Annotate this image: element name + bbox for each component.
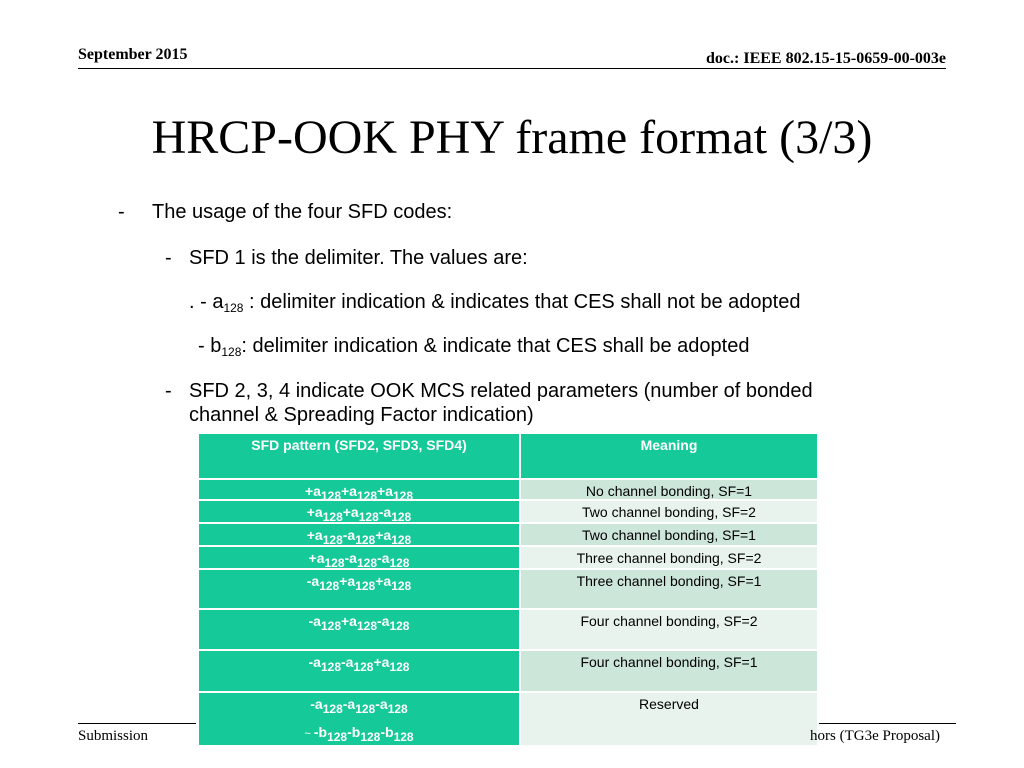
- bullet-dash: -: [165, 247, 172, 269]
- sfd-pattern-cell: $+a_{128}-a_{128}+a_{128}$: [198, 523, 520, 546]
- sfd-meaning-cell: No channel bonding, SF=1: [520, 479, 818, 500]
- sfd-meaning-cell: Four channel bonding, SF=2: [520, 609, 818, 650]
- sfd-meaning-cell: Reserved: [520, 692, 818, 746]
- table-row: [198, 650, 818, 692]
- bullet-4-sub: 128: [221, 345, 242, 359]
- table-header-meaning: Meaning: [520, 433, 818, 479]
- bullet-3-text: : delimiter indication & indicates that CES shall not be adopted: [243, 291, 801, 313]
- header-divider: [78, 68, 946, 69]
- bullet-3: [189, 290, 800, 314]
- bullet-1-text: The usage of the four SFD codes:: [152, 201, 453, 223]
- footer-authors: hors (TG3e Proposal): [810, 728, 940, 744]
- sfd-pattern-cell: $-a_{128}+a_{128}-a_{128}$: [198, 609, 520, 650]
- sfd-pattern-cell: $-a_{128}-a_{128}+a_{128}$: [198, 650, 520, 692]
- bullet-2: [165, 246, 528, 270]
- sfd-pattern-cell: $+a_{128}+a_{128}+a_{128}$: [198, 479, 520, 500]
- bullet-5-line-1: SFD 2, 3, 4 indicate OOK MCS related parameters (number of bonded: [189, 380, 813, 402]
- header-doc-id: doc.: IEEE 802.15-15-0659-00-003e: [706, 50, 946, 67]
- bullet-4: [198, 334, 749, 358]
- sfd-pattern-cell: $+a_{128}-a_{128}-a_{128}$: [198, 546, 520, 569]
- sfd-pattern-cell: $-a_{128}+a_{128}+a_{128}$: [198, 569, 520, 609]
- table-row: [198, 523, 818, 546]
- bullet-2-text: SFD 1 is the delimiter. The values are:: [189, 247, 528, 269]
- bullet-5: [165, 379, 813, 426]
- bullet-dash: -: [118, 201, 125, 223]
- bullet-dash: -: [165, 380, 172, 402]
- bullet-3-sub: 128: [223, 301, 244, 315]
- table-row: [198, 609, 818, 650]
- bullet-1: [118, 200, 453, 224]
- table-row: [198, 692, 818, 746]
- sfd-meaning-cell: Two channel bonding, SF=2: [520, 500, 818, 523]
- sfd-table: [197, 432, 819, 747]
- sfd-pattern-cell: $+a_{128}+a_{128}-a_{128}$: [198, 500, 520, 523]
- bullet-3-prefix: . - a: [189, 291, 224, 313]
- table-row: [198, 500, 818, 523]
- bullet-4-text: : delimiter indication & indicate that CES shall be adopted: [241, 335, 750, 357]
- sfd-meaning-cell: Three channel bonding, SF=1: [520, 569, 818, 609]
- footer-submission: Submission: [78, 728, 149, 744]
- sfd-pattern-cell: $-a_{128}-a_{128}-a_{128}$ ~ $-b_{128}-b_{128}-b_{128}$: [198, 692, 520, 746]
- slide-title: HRCP-OOK PHY frame format (3/3): [151, 111, 873, 164]
- bullet-4-prefix: - b: [198, 335, 222, 357]
- table-header-pattern: SFD pattern (SFD2, SFD3, SFD4): [198, 433, 520, 479]
- footer-divider-left: [78, 723, 196, 724]
- sfd-meaning-cell: Three channel bonding, SF=2: [520, 546, 818, 569]
- table-row: [198, 569, 818, 609]
- table-row: [198, 479, 818, 500]
- table-row: [198, 546, 818, 569]
- sfd-meaning-cell: Four channel bonding, SF=1: [520, 650, 818, 692]
- footer-divider-right: [819, 723, 956, 724]
- table-header-row: [198, 433, 818, 479]
- bullet-5-line-2: channel & Spreading Factor indication): [189, 404, 534, 426]
- header-date: September 2015: [78, 46, 188, 63]
- sfd-meaning-cell: Two channel bonding, SF=1: [520, 523, 818, 546]
